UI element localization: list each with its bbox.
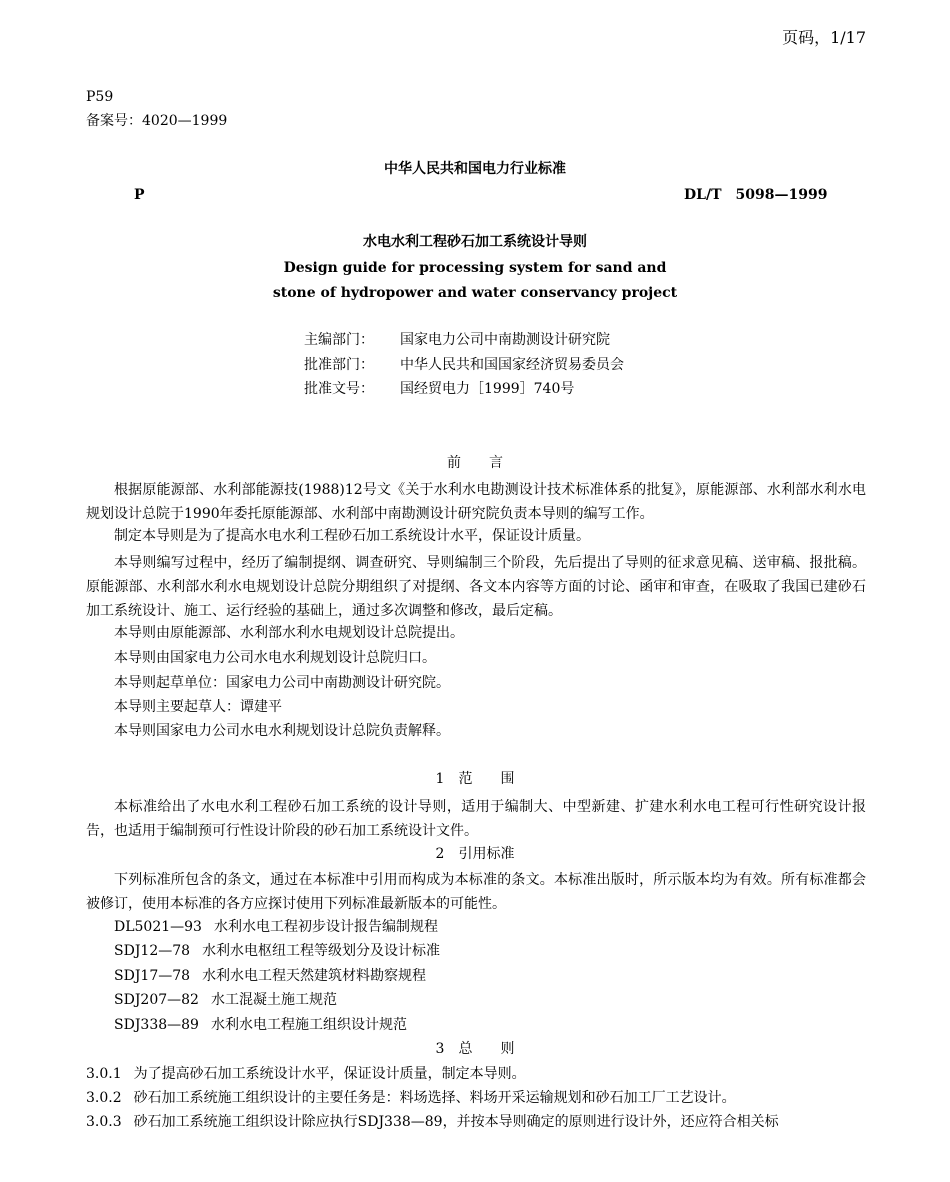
section-3-heading: 3 总 则 [435,1041,515,1057]
publication-value: 国经贸电力［1999］740号 [400,381,575,397]
clause [86,1089,736,1107]
reference-name: 水工混凝土施工规范 [210,992,337,1008]
reference-code: DL5021—93 [114,919,202,935]
publication-approver [304,356,624,374]
reference-name: 水利水电枢纽工程等级划分及设计标准 [202,943,441,959]
foreword-para-4: 本导则由原能源部、水利部水利水电规划设计总院提出。 [114,625,464,641]
foreword-para-6: 本导则起草单位：国家电力公司中南勘测设计研究院。 [114,675,450,691]
publication-key: 批准部门： [304,357,374,373]
clause-text: 砂石加工系统施工组织设计的主要任务是：料场选择、料场开采运输规划和砂石加工厂工艺设计。 [133,1090,736,1106]
reference-item [114,1016,407,1034]
foreword-heading: 前 言 [447,455,503,471]
reference-code: SDJ207—82 [114,992,199,1008]
clause-number: 3.0.2 [86,1090,122,1106]
foreword-para-7: 本导则主要起草人：谭建平 [114,699,282,715]
reference-item [114,967,426,985]
title-en-line1: Design guide for processing system for sand and [283,260,667,276]
clause-text: 为了提高砂石加工系统设计水平，保证设计质量，制定本导则。 [133,1066,526,1082]
reference-code: SDJ12—78 [114,943,191,959]
foreword-para-1: 根据原能源部、水利部能源技(1988)12号文《关于水利水电勘测设计技术标准体系的批复》，原能源部、水利部水利水电规划设计总院于1990年委托原能源部、水利部中南勘测设计研究院负责本导则的编写工作。 [86,482,866,522]
reference-name: 水利水电工程初步设计报告编制规程 [213,919,438,935]
title-cn: 水电水利工程砂石加工系统设计导则 [363,234,587,250]
reference-code: SDJ17—78 [114,968,191,984]
clause-number: 3.0.1 [86,1066,122,1082]
reference-name: 水利水电工程天然建筑材料勘察规程 [202,968,427,984]
foreword-para-2: 制定本导则是为了提高水电水利工程砂石加工系统设计水平，保证设计质量。 [114,528,590,544]
section-2-para: 下列标准所包含的条文，通过在本标准中引用而构成为本标准的条文。本标准出版时，所示版本均为有效。所有标准都会被修订，使用本标准的各方应探讨使用下列标准最新版本的可能性。 [86,872,866,912]
clause-text: 砂石加工系统施工组织设计除应执行SDJ338—89，并按本导则确定的原则进行设计外，还应符合相关标 [133,1114,779,1130]
publication-key: 主编部门： [304,332,374,348]
title-en-line2: stone of hydropower and water conservancy project [272,285,678,301]
record-number: 备案号：4020—1999 [86,113,228,129]
publication-editor [304,331,610,349]
reference-item [114,942,440,960]
standard-org: 中华人民共和国电力行业标准 [384,161,566,177]
foreword-para-5: 本导则由国家电力公司水电水利规划设计总院归口。 [114,650,436,666]
classification-code: P59 [86,89,114,105]
page-indicator: 页码，1/17 [782,28,866,47]
reference-item [114,991,337,1009]
foreword-para-8: 本导则国家电力公司水电水利规划设计总院负责解释。 [114,723,450,739]
reference-name: 水利水电工程施工组织设计规范 [210,1017,407,1033]
clause-number: 3.0.3 [86,1114,122,1130]
publication-approval-no [304,380,574,398]
standard-left-code: P [134,187,145,203]
standard-code: DL/T 5098—1999 [684,187,828,203]
clause [86,1065,526,1083]
publication-key: 批准文号： [304,381,374,397]
section-2-heading: 2 引用标准 [435,846,515,862]
section-1-heading: 1 范 围 [435,771,515,787]
publication-value: 中华人民共和国国家经济贸易委员会 [400,357,624,373]
clause [86,1113,779,1131]
reference-code: SDJ338—89 [114,1017,199,1033]
foreword-para-3: 本导则编写过程中，经历了编制提纲、调查研究、导则编制三个阶段，先后提出了导则的征求意见稿、送审稿、报批稿。原能源部、水利部水利水电规划设计总院分期组织了对提纲、各文本内容等方面的讨论、函审和审查，在吸取了我国已建砂石加工系统设计、施工、运行经验的基础上，通过多次调整和修改，最后定稿。 [86,555,866,619]
publication-value: 国家电力公司中南勘测设计研究院 [400,332,610,348]
reference-item [114,918,438,936]
section-1-para: 本标准给出了水电水利工程砂石加工系统的设计导则，适用于编制大、中型新建、扩建水利水电工程可行性研究设计报告，也适用于编制预可行性设计阶段的砂石加工系统设计文件。 [86,799,866,839]
